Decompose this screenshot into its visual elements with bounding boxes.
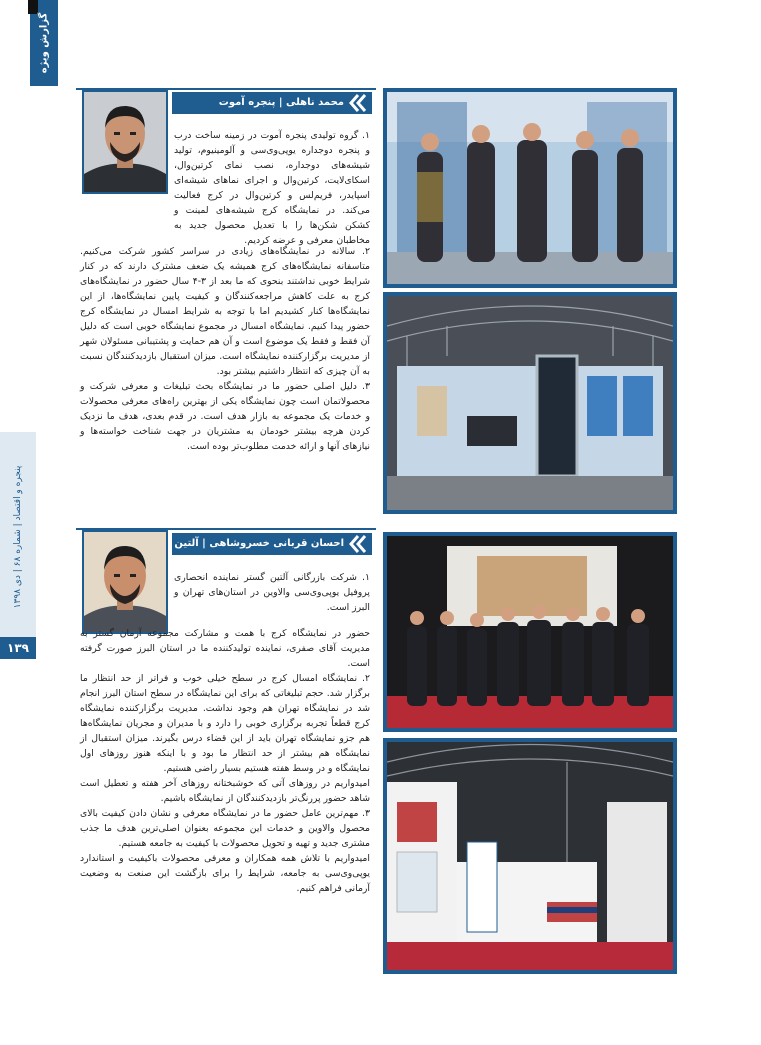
booth-display-illustration [387, 296, 673, 510]
paragraph: ۱. شرکت بازرگانی آلتین گستر نماینده انحصاری پروفیل یوپی‌وی‌سی والاوین در استان‌های تهران و البرز است. [174, 572, 370, 613]
booth-team-photo [383, 88, 677, 288]
interview-1-intro [174, 128, 370, 248]
paragraph: ۳. دلیل اصلی حضور ما در نمایشگاه بحث تبلیغات و معرفی شرکت و محصولاتمان است چون نمایشگاه یکی از بهترین راه‌های معرفی محصولات و خدمات یک مجموعه به بازار هدف است. در قدم بعدی، هدف ما نزدیک کردن هرچه بیشتر خودمان به مشتریان در جهت شناخت خواسته‌ها و نیازهای آنها و ارائه خدمت مطلوب‌تر بوده است. [80, 381, 370, 452]
interviewee-name: محمد ناهلی | پنجره آموت [218, 97, 344, 108]
booth-display-photo [383, 292, 677, 514]
portrait-illustration [84, 92, 166, 192]
interview-2-intro [174, 570, 370, 615]
paragraph: ۲. نمایشگاه امسال کرج در سطح خیلی خوب و فراتر از حد انتظار ما برگزار شد. حجم تبلیغاتی که برای این نمایشگاه در سطح استان البرز انجام شد در نمایشگاه تهران هم وجود نداشت. مدیریت برگزارکننده نمایشگاه کرج قطعاً تجربه برگزاری خوبی را دارد و با مدیران و مجریان نمایشگاه‌ها هم جزو نمایشگاه تهران باید از این قضاء درس بگیرند. میزان استقبال از نمایشگاه هم بیشتر از حد انتظار ما بود و با اینکه هنوز روزهای اول نمایشگاه و در وسط هفته هستیم بسیار راضی هستیم. [80, 673, 370, 774]
paragraph: ۲. سالانه در نمایشگاه‌های زیادی در سراسر کشور شرکت می‌کنیم. متاسفانه نمایشگاه‌های کرج همیشه یک ضعف مشترک دارند که در کنار شرایط خوبی نداشتند بنحوی که ما بعد از ۳-۴ سال حضور در نمایشگاه‌های کرج به علت کاهش مراجعه‌کنندگان و کیفیت پایین نمایشگاه‌ها، از این نمایشگاه‌ها کنار کشیدیم اما با توجه به شرایط امسال در نمایشگاه کرج حضور پیدا کنیم. نمایشگاه امسال در مجموع نمایشگاه خوبی است که دلیل آن فقط و فقط یک موضوع است و آن هم حمایت و پشتیبانی مسئولان شهر از مدیریت برگزارکننده نمایشگاه است. میزان استقبال بازدیدکنندگان نسبت به آن چیزی که انتظار داشتیم بیشتر بود. [80, 246, 370, 377]
booth-display-illustration [387, 742, 673, 970]
booth-team-illustration [387, 536, 673, 728]
section-tab-label: گزارش ویژه [38, 12, 50, 74]
portrait-illustration [84, 532, 166, 632]
paragraph: ۳. مهم‌ترین عامل حضور ما در نمایشگاه معرفی و نشان دادن کیفیت بالای محصول والاوین و خدمات این مجموعه بعنوان اصلی‌ترین هدف ما جذب مشتری جدید و تهیه و تحویل محصولات با کیفیت به جامعه هستیم. [80, 808, 370, 849]
paragraph: ۱. گروه تولیدی پنجره آموت در زمینه ساخت درب و پنجره دوجداره یوپی‌وی‌سی و آلومینیوم، تولید شیشه‌های دوجداره، نصب نمای کرتین‌وال، اسکای‌لایت، کرتین‌وال و اجرای نماهای شیشه‌ای اسپایدر، فریم‌لس و کرتین‌وال در کرج فعالیت می‌کند. در نمایشگاه کرج شیشه‌های لمینت و کشکن شکن‌ها را با تعدیل محصول جدید به مخاطبان معرفی و عرضه کردیم. [174, 130, 370, 246]
interviewee-name: احسان قربانی خسروشاهی | آلتین گستر [174, 538, 344, 571]
paragraph: حضور در نمایشگاه کرج با همت و مشارکت مجموعه آرمان گستر به مدیریت آقای صفری، نماینده تولیدکننده ما در استان البرز صورت گرفته است. [80, 628, 370, 669]
chevron-left-icon [346, 92, 368, 114]
booth-display-photo [383, 738, 677, 974]
avatar [82, 530, 168, 634]
paragraph: امیدواریم در روزهای آتی که خوشبختانه روزهای آخر هفته و تعطیل است شاهد حضور پررنگ‌تر بازدیدکنندگان از نمایشگاه باشیم. [80, 778, 370, 804]
interviewee-name-bar [172, 533, 372, 571]
interviewee-name-bar [172, 92, 372, 114]
magazine-info-label: پنجره و اقتصاد | شماره ۶۸ | دی ۱۳۹۸ [13, 465, 23, 609]
magazine-info-strip [0, 432, 36, 642]
tab-corner-mark [28, 0, 38, 14]
paragraph: امیدواریم با تلاش همه همکاران و معرفی محصولات باکیفیت و استاندارد یوپی‌وی‌سی به جامعه، شرایط را برای بازگشت این صنعت به وضعیت آرمانی فراهم کنیم. [80, 853, 370, 894]
page-number: ۱۳۹ [0, 637, 36, 659]
section-tab [30, 0, 58, 86]
chevron-left-icon [346, 533, 368, 555]
avatar [82, 90, 168, 194]
booth-team-illustration [387, 92, 673, 284]
booth-team-photo [383, 532, 677, 732]
interview-2-body [80, 626, 370, 896]
interview-1-body [80, 244, 370, 454]
